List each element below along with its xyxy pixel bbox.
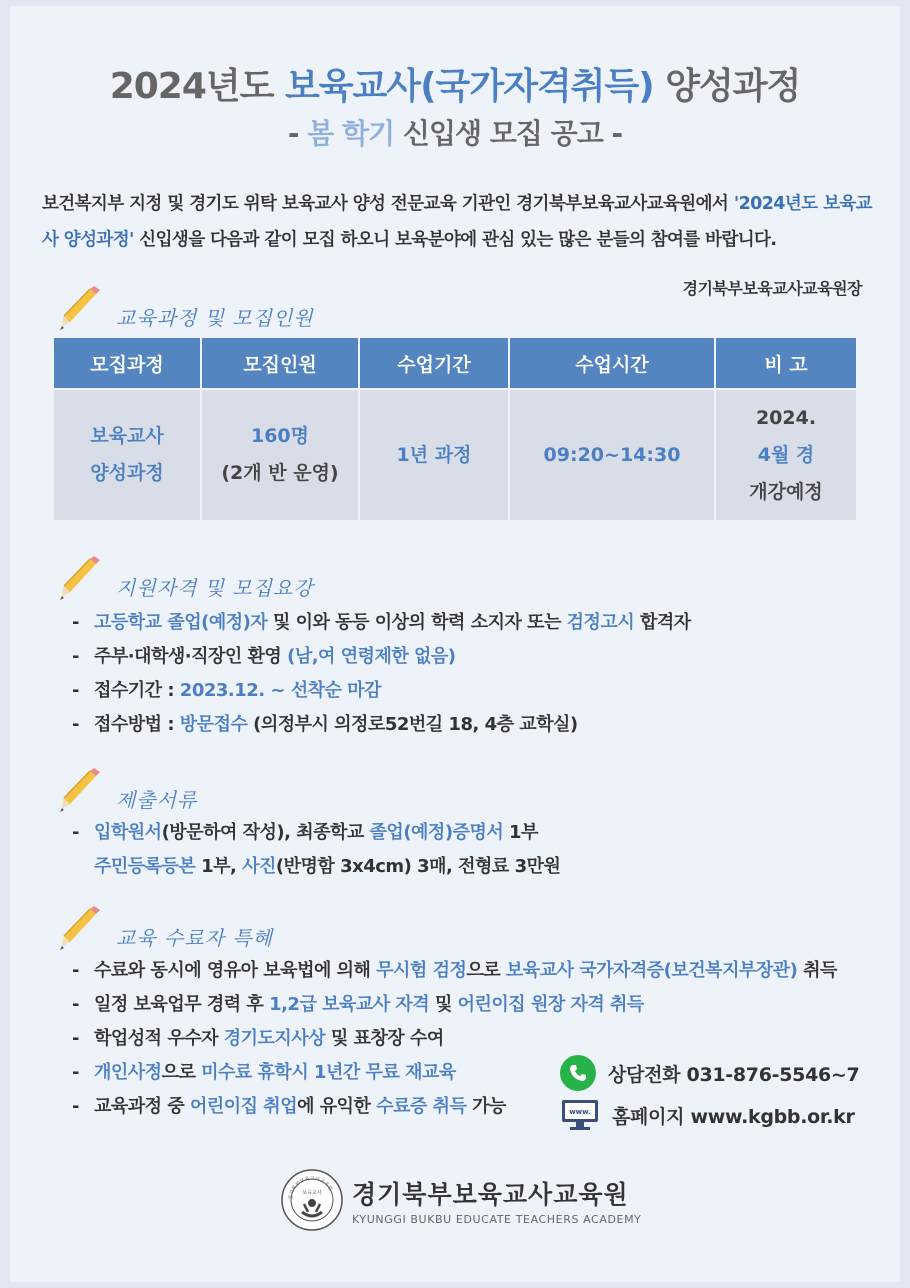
item-highlight: 어린이집 원장 자격 취득 <box>457 994 644 1015</box>
section-course-header <box>56 286 314 332</box>
table-header-cell: 수업기간 <box>359 338 509 389</box>
item-highlight: 보육교사 국가자격증(보건복지부장관) <box>505 960 798 981</box>
intro-part1: 보건복지부 지정 및 경기도 위탁 보육교사 양성 전문교육 기관인 경기북부보육교사교육원에서 <box>42 194 734 214</box>
course-line2: 양성과정 <box>90 462 164 484</box>
item-text: 교육과정 중 <box>94 1096 190 1117</box>
list-item: - 접수기간 : 2023.12. ~ 선착순 마감 <box>72 680 381 701</box>
note-line2: 4월 경 <box>757 443 815 466</box>
cell-count <box>201 389 359 521</box>
section-course-label: 교육과정 및 모집인원 <box>116 305 314 330</box>
item-highlight: (남,여 연령제한 없음) <box>287 646 456 667</box>
item-text: 및 표창장 수여 <box>325 1028 444 1049</box>
title-tail: 양성과정 <box>653 66 801 107</box>
list-item: - 학업성적 우수자 경기도지사상 및 표창장 수여 <box>72 1028 444 1049</box>
list-item: - 주부·대학생·직장인 환영 (남,여 연령제한 없음) <box>72 646 456 667</box>
list-item <box>72 850 560 884</box>
title-highlight: 보육교사(국가자격취득) <box>284 66 654 107</box>
item-highlight: 무시험 검정 <box>376 960 467 981</box>
page-title <box>0 58 910 109</box>
intro-paragraph <box>42 186 872 258</box>
item-text: 및 <box>429 994 458 1015</box>
www-icon <box>560 1098 600 1132</box>
academy-name: 경기북부보육교사교육원 <box>352 1179 629 1209</box>
table-row <box>53 389 857 521</box>
table-header-cell: 모집과정 <box>53 338 201 389</box>
homepage-row[interactable] <box>560 1095 859 1135</box>
signature: 경기북부보육교사교육원장 <box>682 279 862 298</box>
list-item: - 접수방법 : 방문접수 (의정부시 의정로52번길 18, 4층 교학실) <box>72 714 578 735</box>
phone-number: 상담전화 031-876-5546~7 <box>608 1063 860 1086</box>
item-highlight: 입학원서 <box>94 822 162 843</box>
intro-highlight: '2024년도 보육교사 양성과정' <box>42 194 872 250</box>
list-item: - 입학원서(방문하여 작성), 최종학교 졸업(예정)증명서 1부 <box>72 822 538 843</box>
item-text: 학업성적 우수자 <box>94 1028 224 1049</box>
table-header-cell: 모집인원 <box>201 338 359 389</box>
cell-time: 09:20~14:30 <box>509 389 715 521</box>
page-subtitle <box>0 112 910 152</box>
section-benefits-label: 교육 수료자 특혜 <box>116 925 273 950</box>
item-highlight: 졸업(예정)증명서 <box>369 822 504 843</box>
item-text: 합격자 <box>634 612 691 633</box>
table-header-cell: 수업시간 <box>509 338 715 389</box>
item-highlight: 미수료 휴학시 1년간 무료 재교육 <box>201 1062 456 1083</box>
item-text: (반명함 3x4cm) 3매, 전형료 3만원 <box>275 856 561 877</box>
item-text: 수료와 동시에 영유아 보육법에 의해 <box>94 960 377 981</box>
section-documents-label: 제출서류 <box>116 787 198 812</box>
item-text: 주부·대학생·직장인 환영 <box>94 646 288 667</box>
academy-logo <box>280 1168 642 1232</box>
pencil-icon <box>56 286 104 332</box>
item-text: 1부, <box>195 856 243 877</box>
item-text: 및 이와 동등 이상의 학력 소지자 또는 <box>267 612 567 633</box>
item-highlight: 주민등록등본 <box>94 856 196 877</box>
item-text: 으로 <box>466 960 506 981</box>
note-line1: 2024. <box>755 406 817 429</box>
item-text: 취득 <box>797 960 837 981</box>
item-text: 에 유익한 <box>297 1096 377 1117</box>
item-highlight: 사진 <box>242 856 276 877</box>
subtitle-dash: - <box>287 117 308 150</box>
item-highlight: 경기도지사상 <box>223 1028 326 1049</box>
academy-logo-icon <box>280 1168 344 1232</box>
count-line2: (2개 반 운영) <box>221 462 339 484</box>
item-highlight: 2023.12. ~ 선착순 마감 <box>179 680 381 701</box>
item-text: 1부 <box>503 822 538 843</box>
item-highlight: 1,2급 보육교사 자격 <box>269 994 430 1015</box>
homepage-url: 홈페이지 www.kgbb.or.kr <box>612 1105 855 1128</box>
documents-list <box>72 816 560 884</box>
cell-note <box>715 389 857 521</box>
qualification-list <box>72 606 691 742</box>
phone-row[interactable] <box>560 1053 859 1093</box>
recruit-table <box>52 338 858 522</box>
table-header-row <box>53 338 857 389</box>
item-highlight: 수료증 취득 <box>376 1096 467 1117</box>
list-item: - 고등학교 졸업(예정)자 및 이와 동등 이상의 학력 소지자 또는 검정고시 합격자 <box>72 612 691 633</box>
table-header-cell: 비 고 <box>715 338 857 389</box>
item-text: 접수방법 : <box>94 714 180 735</box>
section-qualification-header <box>56 556 314 602</box>
section-documents-header <box>56 768 197 814</box>
item-highlight: 개인사정 <box>94 1062 162 1083</box>
cell-period: 1년 과정 <box>359 389 509 521</box>
cell-course <box>53 389 201 521</box>
pencil-icon <box>56 768 104 814</box>
contact-box <box>560 1053 859 1137</box>
note-line3: 개강예정 <box>749 480 823 503</box>
title-year: 2024년도 <box>109 66 285 107</box>
list-item: - 개인사정으로 미수료 휴학시 1년간 무료 재교육 <box>72 1062 456 1083</box>
seal-inner-text: 보육교사 <box>302 1190 322 1196</box>
intro-part3: 신입생을 다음과 같이 모집 하오니 보육분야에 관심 있는 많은 분들의 참여를 바랍니다. <box>133 230 777 250</box>
subtitle-highlight: 봄 학기 <box>307 117 395 150</box>
item-text: (방문하여 작성), 최종학교 <box>161 822 370 843</box>
subtitle-tail: 신입생 모집 공고 - <box>394 117 623 150</box>
count-line1: 160명 <box>250 425 309 447</box>
pencil-icon <box>56 906 104 952</box>
list-item: - 수료와 동시에 영유아 보육법에 의해 무시험 검정으로 보육교사 국가자격증(보건복지부장관) 취득 <box>72 960 837 981</box>
seal-text: 경기북부보육교사교육원 <box>287 1175 334 1201</box>
list-item: - 교육과정 중 어린이집 취업에 유익한 수료증 취득 가능 <box>72 1096 506 1117</box>
list-item: - 일정 보육업무 경력 후 1,2급 보육교사 자격 및 어린이집 원장 자격 취득 <box>72 994 644 1015</box>
item-highlight: 방문접수 <box>179 714 248 735</box>
item-highlight: 검정고시 <box>566 612 635 633</box>
svg-text:www.: www. <box>569 1108 591 1116</box>
pencil-icon <box>56 556 104 602</box>
item-text: 일정 보육업무 경력 후 <box>94 994 270 1015</box>
item-text: (의정부시 의정로52번길 18, 4층 교학실) <box>247 714 578 735</box>
item-text: 가능 <box>466 1096 506 1117</box>
item-text: 접수기간 : <box>94 680 180 701</box>
course-line1: 보육교사 <box>90 425 164 447</box>
item-text: 으로 <box>161 1062 202 1083</box>
item-highlight: 어린이집 취업 <box>189 1096 298 1117</box>
academy-subtitle: KYUNGGI BUKBU EDUCATE TEACHERS ACADEMY <box>352 1212 642 1226</box>
item-highlight: 고등학교 졸업(예정)자 <box>94 612 268 633</box>
section-benefits-header <box>56 906 273 952</box>
phone-icon <box>560 1055 596 1091</box>
section-qualification-label: 지원자격 및 모집요강 <box>116 575 314 600</box>
